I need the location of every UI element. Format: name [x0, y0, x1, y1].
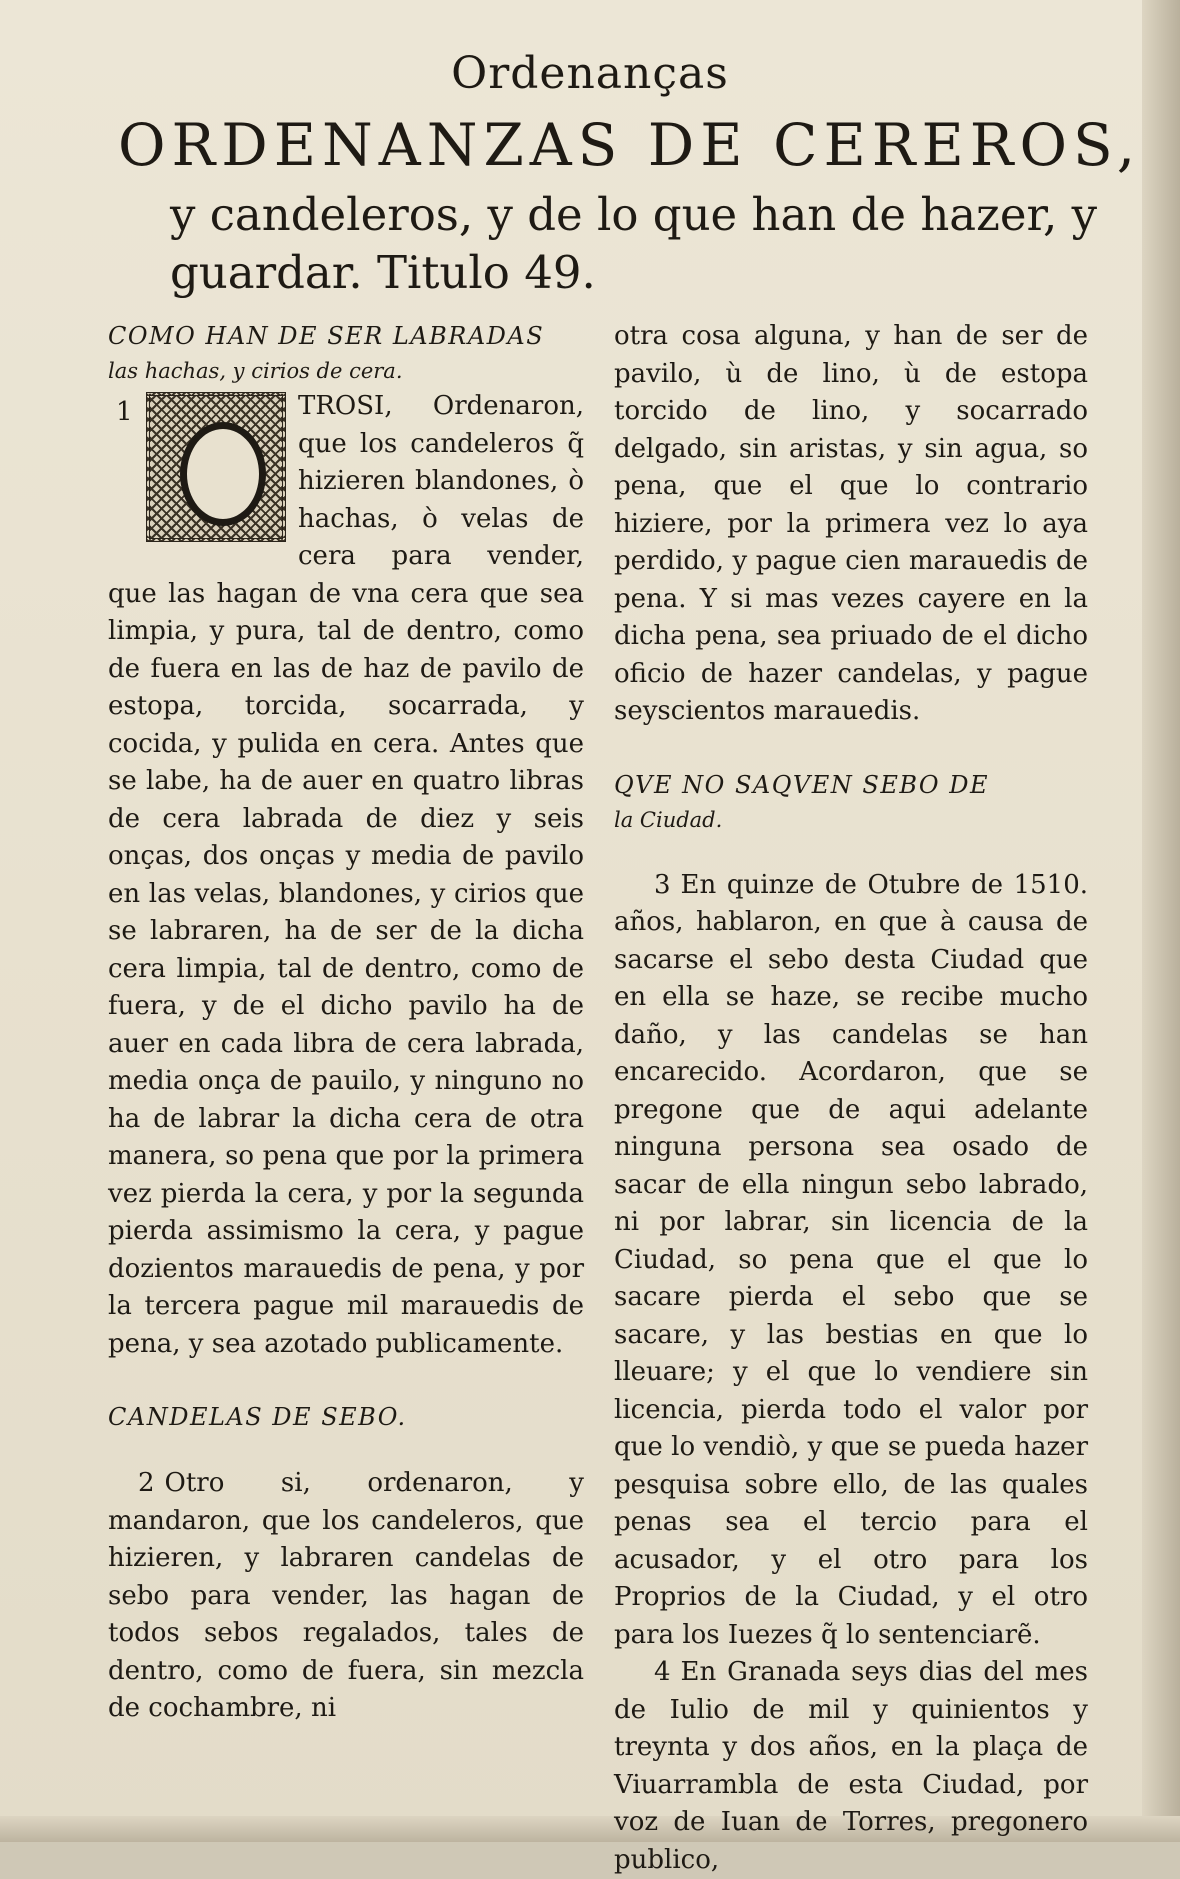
section-heading-2: CANDELAS DE SEBO.	[108, 1403, 407, 1431]
left-column	[108, 318, 584, 1728]
paragraph-4	[614, 1654, 1088, 1879]
running-title: Ordenanças	[451, 48, 729, 99]
paragraph-text: Otro si, ordenaron, y mandaron, que los candeleros, que hizieren, y labraren candelas de sebo para vender, las hagan de todos sebos regalados, tales de dentro, como de fuera, sin mezcla de cochambre, ni	[108, 1468, 584, 1723]
section-heading-3: QVE NO SAQVEN SEBO DE	[614, 770, 989, 799]
section-subheading-1: las hachas, y cirios de cera.	[108, 359, 403, 383]
paragraph-1	[108, 388, 584, 1363]
page-edge-right	[1142, 0, 1180, 1842]
paragraph-number: 1	[116, 397, 133, 427]
paragraph-1-continuation: otra cosa alguna, y han de ser de pavilo, ù de lino, ù de estopa torcido de lino, y socarrado delgado, sin aristas, y sin agua, so pena, que el que lo contrario hiziere, por la primera vez lo aya perdido, y pague cien marauedis de pena. Y si mas vezes cayere en la dicha pena, sea priuado de el dicho oficio de hazer candelas, y pague seyscientos marauedis.	[614, 321, 1088, 726]
paragraph-2	[108, 1465, 584, 1728]
ornamental-dropcap	[146, 392, 286, 542]
page-subtitle: y candeleros, y de lo que han de hazer, y guardar. Titulo 49.	[170, 188, 1098, 299]
dropcap-letter	[180, 422, 266, 526]
section-subheading-3: la Ciudad.	[614, 807, 723, 832]
section-heading-1: COMO HAN DE SER LABRADAS	[108, 322, 545, 350]
paragraph-text: En Granada seys dias del mes de Iulio de mil y quinientos y treynta y dos años, en la plaça de Viuarrambla de esta Ciudad, por voz de Iuan de Torres, pregonero publico,	[614, 1657, 1088, 1875]
paragraph-number: 2	[138, 1468, 155, 1498]
paragraph-number: 3	[654, 869, 671, 900]
paragraph-3	[614, 867, 1088, 1655]
paragraph-text: En quinze de Otubre de 1510. años, hablaron, en que à causa de sacarse el sebo desta Ciudad que en ella se haze, se recibe mucho daño, y las candelas se han encarecido. Acordaron, que se pregone que de aqui adelante ninguna persona sea osado de sacar de ella ningun sebo labrado, ni por labrar, sin licencia de la Ciudad, so pena que el que lo sacare pierda el sebo que se sacare, y las bestias en que lo lleuare; y el que lo vendiere sin licencia, pierda todo el valor por que lo vendiò, y que se pueda hazer pesquisa sobre ello, de las quales penas sea el tercio para el acusador, y el otro para los Proprios de la Ciudad, y el otro para los Iuezes q̃ lo sentenciarẽ.	[614, 869, 1088, 1650]
paragraph-number: 4	[654, 1657, 671, 1687]
paragraph-text: TROSI, Ordenaron, que los candeleros q̃ hizieren blandones, ò hachas, ò velas de cera para vender, que las hagan de vna cera que sea limpia, y pura, tal de dentro, como de fuera en las de haz de pavilo de estopa, torcida, socarrada, y cocida, y pulida en cera. Antes que se labe, ha de auer en quatro libras de cera labrada de diez y seis onças, dos onças y media de pavilo en las velas, blandones, y cirios que se labraren, ha de ser de la dicha cera limpia, tal de dentro, como de fuera, y de el dicho pavilo ha de auer en cada libra de cera labrada, media onça de pauilo, y ninguno no ha de labrar la dicha cera de otra manera, so pena que por la primera vez pierda la cera, y por la segunda pierda assimismo la cera, y pague dozientos marauedis de pena, y por la tercera pague mil marauedis de pena, y sea azotado publicamente.	[108, 391, 584, 1359]
page-title: ORDENANZAS DE CEREROS,	[118, 111, 1142, 179]
right-column	[614, 318, 1088, 1879]
